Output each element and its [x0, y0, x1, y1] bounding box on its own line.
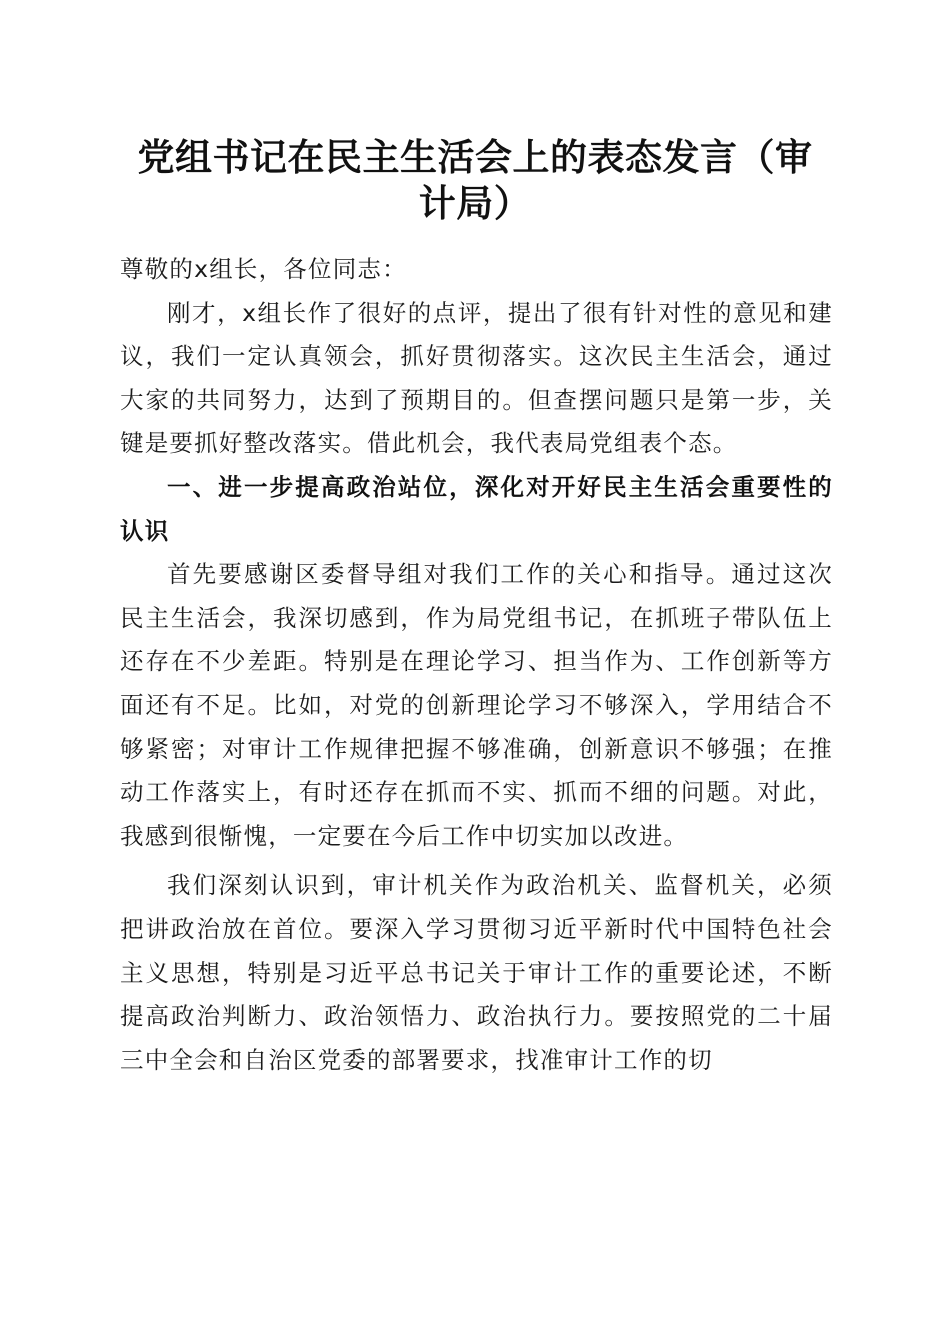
salutation: 尊敬的x组长，各位同志： — [120, 255, 407, 283]
document-title: 党组书记在民主生活会上的表态发言（审计局） — [137, 135, 813, 225]
section-heading-1: 一、进一步提高政治站位，深化对开好民主生活会重要性的认识 — [120, 472, 833, 545]
paragraph-self-reflection: 首先要感谢区委督导组对我们工作的关心和指导。通过这次民主生活会，我深切感到，作为局党组书记，在抓班子带队伍上还存在不少差距。特别是在理论学习、担当作为、工作创新等方面还有不足。比如，对党的创新理论学习不够深入，学用结合不够紧密；对审计工作规律把握不够准确，创新意识不够强；在推动工作落实上，有时还存在抓而不实、抓而不细的问题。对此，我感到很惭愧，一定要在今后工作中切实加以改进。 — [120, 560, 833, 850]
paragraph-political-position: 我们深刻认识到，审计机关作为政治机关、监督机关，必须把讲政治放在首位。要深入学习贯彻习近平新时代中国特色社会主义思想，特别是习近平总书记关于审计工作的重要论述，不断提高政治判断力、政治领悟力、政治执行力。要按照党的二十届三中全会和自治区党委的部署要求，找准审计工作的切 — [120, 871, 833, 1074]
paragraph-opening: 刚才，x组长作了很好的点评，提出了很有针对性的意见和建议，我们一定认真领会，抓好贯彻落实。这次民主生活会，通过大家的共同努力，达到了预期目的。但查摆问题只是第一步，关键是要抓好整改落实。借此机会，我代表局党组表个态。 — [120, 298, 833, 458]
document-body — [120, 248, 833, 1082]
